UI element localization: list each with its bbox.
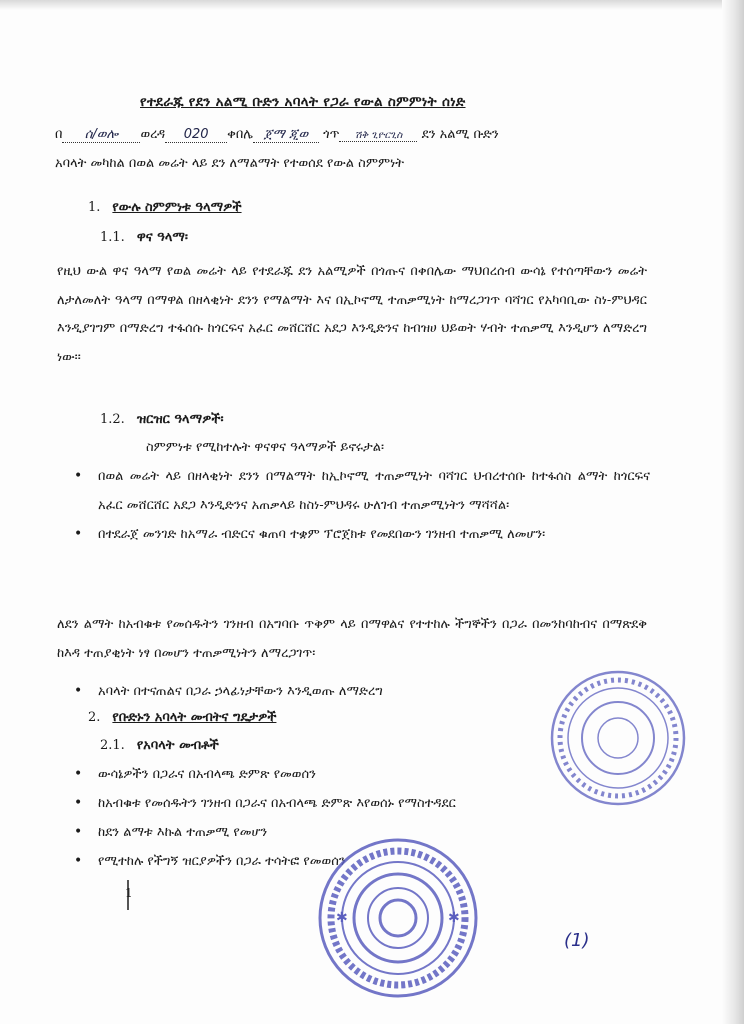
handwritten-page-note: (1) bbox=[564, 930, 590, 951]
kebele-field: ጀማ ጂወ bbox=[253, 127, 319, 143]
funds-paragraph: ለደን ልማት ከአብቁቱ የመሰዱትን ገንዘብ በአግባቡ ጥቅም ላይ በማዋልና የተተከሉ ችግኞችን በጋራ በመንከባከብና በማጽደቅ ከእዳ ተጠያቂነት ነፃ በመሆን ተጠቃሚነትን ለማረጋገጥ፡ bbox=[57, 617, 647, 661]
objectives-intro: ስምምነቱ የሚከተሉት ዋናዋና ዓላማዎች ይኖሩታል፡ bbox=[146, 440, 385, 455]
bullet-icon: • bbox=[74, 468, 83, 484]
section-2-title: የቡድኑን አባላት መብትና ግዴታዎች bbox=[112, 710, 277, 725]
intro-fill-line bbox=[55, 127, 655, 143]
section-2-heading bbox=[88, 710, 276, 725]
kebele-label: ቀበሌ bbox=[227, 127, 253, 142]
section-1-2-number: 1.2. bbox=[100, 412, 125, 427]
bullet-icon: • bbox=[74, 795, 83, 811]
section-1-2-title: ዝርዝር ዓላማዎች፡ bbox=[136, 412, 224, 427]
list-item: • በወል መሬት ላይ በዘላቂነት ደንን በማልማት ከኢኮኖሚ ተጠቃሚነት ባሻገር ህብረተሰቡ ከተፋሰስ ልማት ከጎርፍና አፈር መሸርሸር አደጋ እንዲድንና አጠቃላይ ከስነ-ምህዳሩ ሁለገብ ተጠቃሚነትን ማሻሻል፡ bbox=[70, 462, 650, 520]
list-item: • ውሳኔዎችን በጋራና በአብላጫ ድምጽ የመወሰን bbox=[70, 760, 650, 789]
bullet-icon: • bbox=[74, 766, 83, 782]
intro-line-2: አባላት መካከል በወል መሬት ላይ ደን ለማልማት የተወሰደ የውል ስምምነት bbox=[55, 156, 405, 171]
list-item: • አባላት በተናጠልና በጋራ ኃላፊነታቸውን እንዲወጡ ለማድረግ bbox=[70, 677, 650, 706]
section-2-1-title: የአባላት መብቶች bbox=[136, 738, 219, 753]
page-number: 1 bbox=[125, 886, 133, 900]
scan-shadow-right bbox=[722, 0, 744, 1024]
bullet-icon: • bbox=[74, 824, 83, 840]
official-stamp-lower bbox=[316, 836, 480, 1000]
section-1-1-number: 1.1. bbox=[100, 230, 125, 245]
section-1-number: 1. bbox=[88, 200, 101, 215]
main-purpose-paragraph: የዚህ ውል ዋና ዓላማ የወል መሬት ላይ የተደራጁ ደን አልሚዎች በጎጡና በቀበሌው ማህበረሰብ ውሳኔ የተሰጣቸውን መሬት ለታለመለት ዓላማ በማዋል በዘላቂነት ደንን የማልማት እና በኢኮኖሚ ተጠቃሚነት ከማረጋገጥ ባሻገር የአካባቢው ስነ-ምህዳር እንዲያገግም በማድረግ ተፋሰሱ ከጎርፍና አፈር መሸርሸር አደጋ እንዲድንና ከብዝሀ ህይወት ሃብት ተጠቃሚ እንዲሆን ለማድረግ ነው፡፡ bbox=[57, 264, 647, 365]
document-title: የተደራጁ የደን አልሚ ቡድን አባላት የጋራ የውል ስምምነት ሰነድ bbox=[140, 94, 466, 110]
woreda-label: ወረዳ bbox=[140, 127, 166, 142]
woreda-field: 020 bbox=[165, 127, 227, 143]
official-stamp-upper bbox=[548, 668, 688, 808]
intro-prefix: በ bbox=[55, 127, 63, 142]
got-field: ሽቅ ጊዮርጊስ bbox=[339, 130, 417, 142]
section-1-1-title: ዋና ዓላማ፡ bbox=[136, 230, 188, 245]
section-1-heading bbox=[88, 200, 242, 215]
bullet-icon: • bbox=[74, 853, 83, 869]
bullet-icon: • bbox=[74, 526, 83, 542]
list-item: • ከደን ልማቱ እኩል ተጠቃሚ የመሆን bbox=[70, 818, 650, 847]
svg-text:✱: ✱ bbox=[448, 910, 460, 926]
region-field: ሰ/ወሎ bbox=[62, 127, 140, 143]
list-item: • የሚተከሉ የችግኝ ዝርያዎችን በጋራ ተሳትፎ የመወሰን bbox=[70, 847, 650, 876]
objectives-list bbox=[70, 462, 650, 549]
list-item: • ከአብቁቱ የመሰዱትን ገንዘብ በጋራና በአብላጫ ድምጽ እየወሰኑ የማስተዳደር bbox=[70, 789, 650, 818]
list-item: • በተደራጀ መንገድ ከአማራ ብድርና ቁጠባ ተቋም ፕሮጀክቱ የመደበውን ገንዘብ ተጠቃሚ ለመሆን፡ bbox=[70, 520, 650, 549]
got-label: ጎጥ bbox=[323, 127, 340, 142]
section-1-2-heading bbox=[100, 412, 224, 427]
section-2-number: 2. bbox=[88, 710, 101, 725]
svg-text:✱: ✱ bbox=[336, 910, 348, 926]
section-2-1-heading bbox=[100, 738, 219, 753]
section-1-1-heading bbox=[100, 230, 188, 245]
section-1-title: የውሉ ስምምነቱ ዓላማዎች bbox=[112, 200, 242, 215]
intro-suffix: ደን አልሚ ቡድን bbox=[421, 127, 499, 142]
section-2-1-number: 2.1. bbox=[100, 738, 125, 753]
scan-shadow-top bbox=[0, 0, 744, 10]
bullet-icon: • bbox=[74, 683, 83, 699]
